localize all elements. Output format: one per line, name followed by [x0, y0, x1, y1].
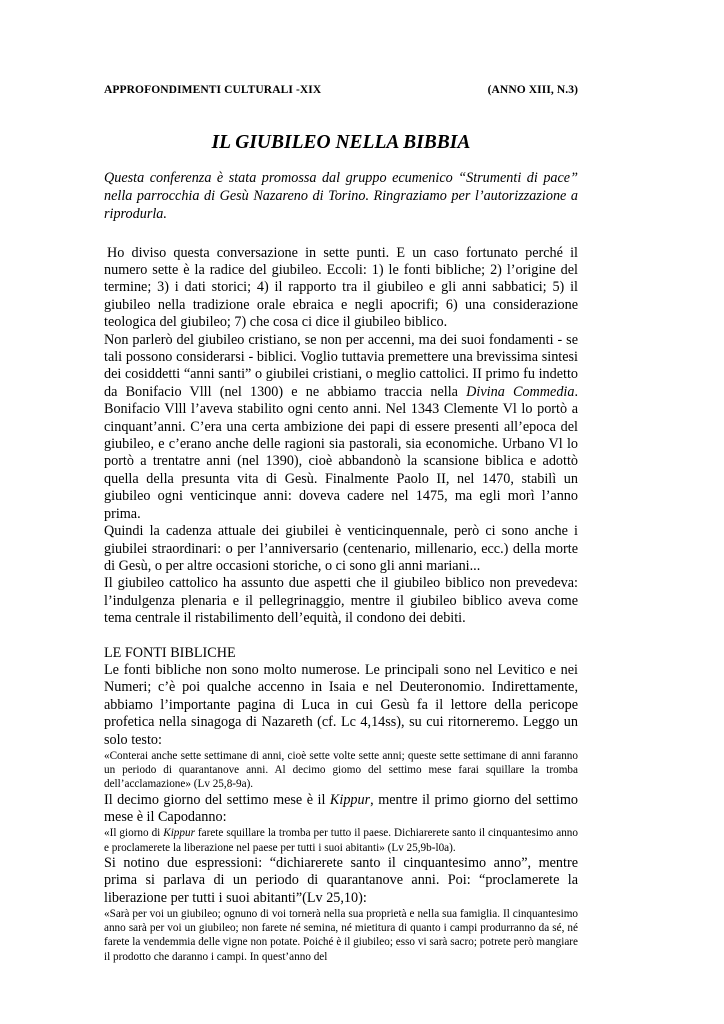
intro-note: Questa conferenza è stata promossa dal gruppo ecumenico “Strumenti di pace” nella parrocchia di Gesù Nazareno di Torino. Ringraziamo per l’autorizzazione a riprodurla.: [104, 170, 578, 223]
header-series: APPROFONDIMENTI CULTURALI -XIX: [104, 84, 322, 96]
paragraph-sources: Le fonti bibliche non sono molto numerose. Le principali sono nel Levitico e nei Numeri; c’è poi qualche accenno in Isaia e nel Deuteronomio. Indirettamente, abbiamo l’importante pagina di Luca in cui Gesù fa il lettore della pericope profetica nella sinagoga di Nazareth (cf. Lc 4,14ss), su cui ritorneremo. Leggo un solo testo:: [104, 661, 578, 748]
paragraph-cadence: Quindi la cadenza attuale dei giubilei è venticinquennale, però ci sono anche i giubilei straordinari: o per l’anniversario (centenario, millenario, ecc.) della morte di Gesù, o per altre occasioni storiche, o ci sono gli anni mariani...: [104, 523, 578, 574]
kippur-term: Kippur: [329, 791, 371, 808]
paragraph-catholic-jubilee: Il giubileo cattolico ha assunto due aspetti che il giubileo biblico non prevedeva: l’indulgenza plenaria e il pellegrinaggio, mentre il giubileo biblico aveva come tema centrale il ristabilimento dell’equità, il condono dei debiti.: [104, 575, 578, 627]
quote-leviticus-25-11: «Sarà per voi un giubileo; ognuno di voi tornerà nella sua proprietà e nella sua famiglia. Il cinquantesimo anno sarà per voi un giubileo; non farete né semina, né mietitura di quanto i campi produrranno da sé, né farete la vendemmia delle vigne non potate. Poiché è il giubileo; esso vi sarà sacro; potrete però mangiare il prodotto che daranno i campi. In quest’anno del: [104, 908, 578, 963]
paragraph-history-part-a: Non parlerò del giubileo cristiano, se non per accenni, ma dei suoi fondamenti - se tali possono considerarsi - biblici. Voglio tuttavia premettere una brevissima sintesi dei cosiddetti “anni santi” o giubilei cristiani, o meglio cattolici. II primo fu indetto da Bonifacio Vlll (nel 1300) e ne abbiamo traccia nella: [104, 331, 578, 400]
section-heading: LE FONTI BIBLICHE: [104, 644, 236, 661]
paragraph-kippur: [104, 792, 578, 827]
paragraph-history: [104, 332, 578, 523]
quote-kippur-part-a: «Il giorno di: [104, 827, 164, 840]
paragraph-kippur-part-b: , mentre il primo giorno del settimo mese è il Capodanno:: [104, 791, 579, 825]
paragraph-expressions: Si notino due espressioni: “dichiarerete santo il cinquantesimo anno”, mentre prima si parlava di un periodo di quarantanove anni. Poi: “proclamerete la liberazione per tutti i suoi abitanti”(Lv 25,10):: [104, 854, 578, 906]
paragraph-kippur-part-a: Il decimo giorno del settimo mese è il: [104, 791, 330, 808]
header-issue: (ANNO XIII, N.3): [487, 84, 578, 96]
quote-kippur-term: Kippur: [163, 827, 195, 840]
article-title: IL GIUBILEO NELLA BIBBIA: [211, 132, 471, 153]
paragraph-history-part-b: . Bonifacio Vlll l’aveva stabilito ogni cento anni. Nel 1343 Clemente Vl lo portò a cinquant’anni. C’era una certa ambizione dei papi di essere presenti all’epoca del giubileo, e c’erano anche delle ragioni sia pastorali, sia economiche. Urbano Vl lo portò a trentatre anni (nel 1390), cioè abbandonò la scansione biblica e adottò quella della presunta vita di Gesù. Finalmente Paolo II, nel 1470, stabilì un giubileo ogni venticinque anni: doveva cadere nel 1475, ma egli morì l’anno prima.: [104, 383, 579, 522]
paragraph-outline: Ho diviso questa conversazione in sette punti. E un caso fortunato perché il numero sette è la radice del giubileo. Eccoli: 1) le fonti bibliche; 2) l’origine del termine; 3) i dati storici; 4) il rapporto tra il giubileo e gli anni sabbatici; 5) il giubileo nella tradizione orale ebraica e negli apocrifi; 6) una considerazione teologica del giubileo; 7) che cosa ci dice il giubileo biblico.: [104, 244, 578, 331]
quote-kippur-part-b: farete squillare la tromba per tutto il paese. Dichiarerete santo il cinquantesimo anno e proclamerete la liberazione nel paese per tutti i suoi abitanti» (Lv 25,9b-l0a).: [104, 827, 578, 854]
quote-leviticus-25-8: «Conterai anche sette settimane di anni, cioè sette volte sette anni; queste sette settimane di anni faranno un periodo di quarantanove anni. Al decimo giomo del settimo mese farai squillare la tromba dell’acclamazione» (Lv 25,8-9a).: [104, 749, 578, 791]
quote-leviticus-25-9: [104, 826, 578, 854]
document-page: [104, 84, 578, 964]
divina-commedia-title: Divina Commedia: [466, 383, 575, 400]
running-header: [104, 84, 578, 96]
